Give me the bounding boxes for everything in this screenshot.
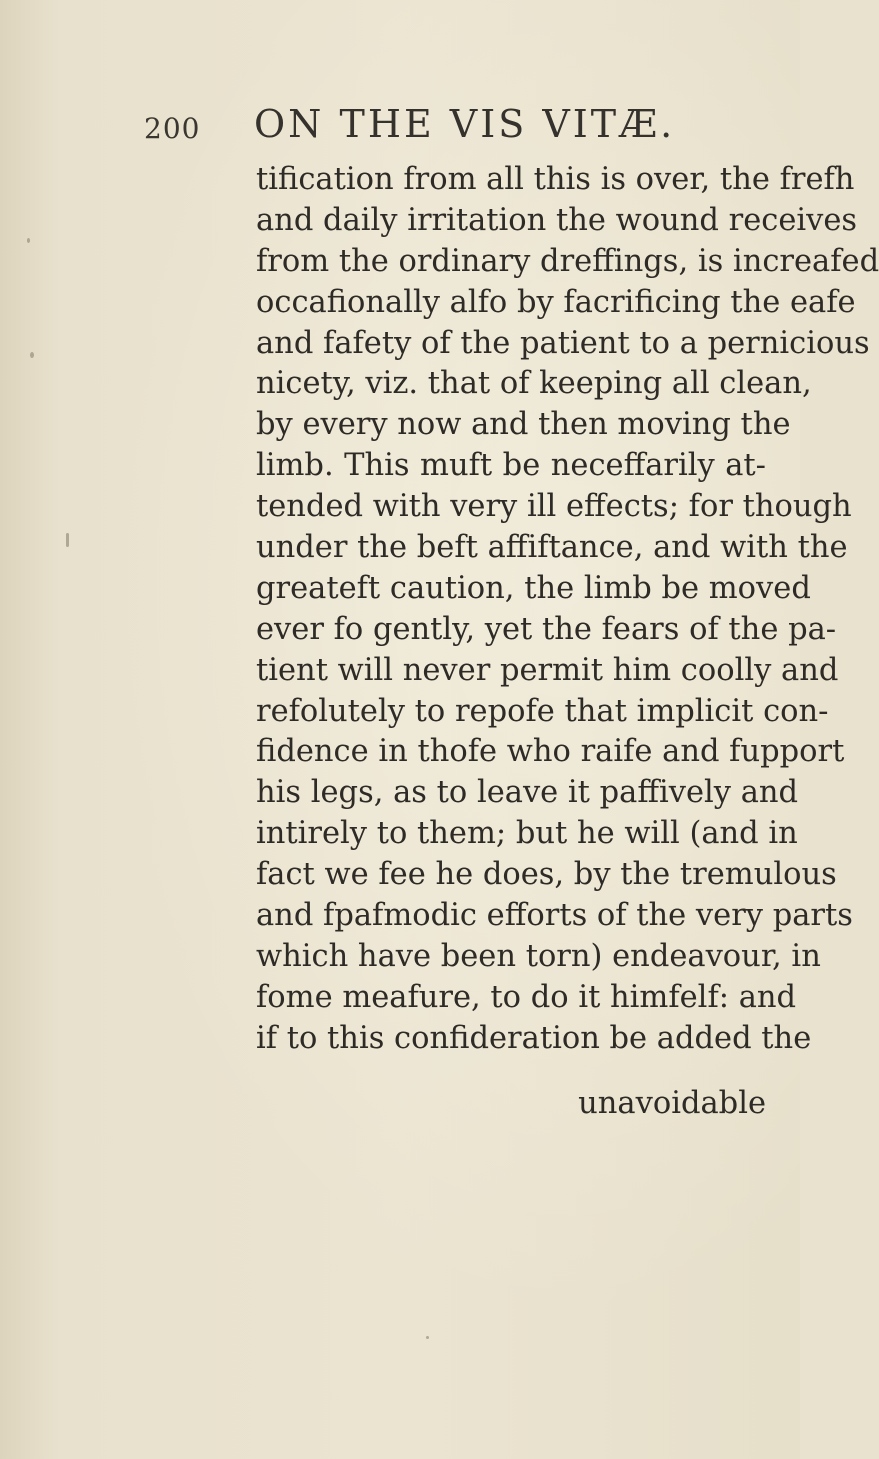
text-line: if to this confideration be added the xyxy=(256,1020,812,1056)
text-line: tended with very ill effects; for though xyxy=(256,489,852,525)
text-line: refolutely to repofe that implicit con- xyxy=(256,693,829,729)
text-line: from the ordinary dreffings, is increafed xyxy=(256,243,879,279)
text-line: tient will never permit him coolly and xyxy=(256,652,839,688)
text-line: fact we fee he does, by the tremulous xyxy=(256,857,837,893)
paper-speck xyxy=(27,238,30,243)
text-line: by every now and then moving the xyxy=(256,407,791,443)
text-line: under the beft affiftance, and with the xyxy=(256,530,848,566)
text-line: occafionally alfo by facrificing the eafe xyxy=(256,284,856,320)
text-line: nicety, viz. that of keeping all clean, xyxy=(256,366,812,402)
text-line: intirely to them; but he will (and in xyxy=(256,816,798,852)
text-line: fome meafure, to do it himfelf: and xyxy=(256,979,797,1015)
text-line: and fafety of the patient to a pernicious xyxy=(256,325,870,361)
text-line: his legs, as to leave it paffively and xyxy=(256,775,799,811)
text-line: fidence in thofe who raife and fupport xyxy=(256,734,845,770)
text-line: and daily irritation the wound receives xyxy=(256,202,858,238)
paper-speck xyxy=(30,352,34,358)
text-line: tification from all this is over, the frefh xyxy=(256,162,855,197)
text-line: ever fo gently, yet the fears of the pa- xyxy=(256,611,837,647)
text-line: greateft caution, the limb be moved xyxy=(256,570,811,606)
page-header xyxy=(144,102,784,152)
catchword: unavoidable xyxy=(578,1086,766,1121)
paper-speck xyxy=(66,533,69,547)
text-line: and fpafmodic efforts of the very parts xyxy=(256,898,853,934)
running-title: ON THE VIS VITÆ. xyxy=(254,102,676,146)
page-number: 200 xyxy=(144,112,201,145)
text-line: limb. This muft be neceffarily at- xyxy=(256,448,766,484)
body-text xyxy=(256,160,879,1060)
paper-speck xyxy=(426,1336,429,1339)
text-line: which have been torn) endeavour, in xyxy=(256,938,821,974)
